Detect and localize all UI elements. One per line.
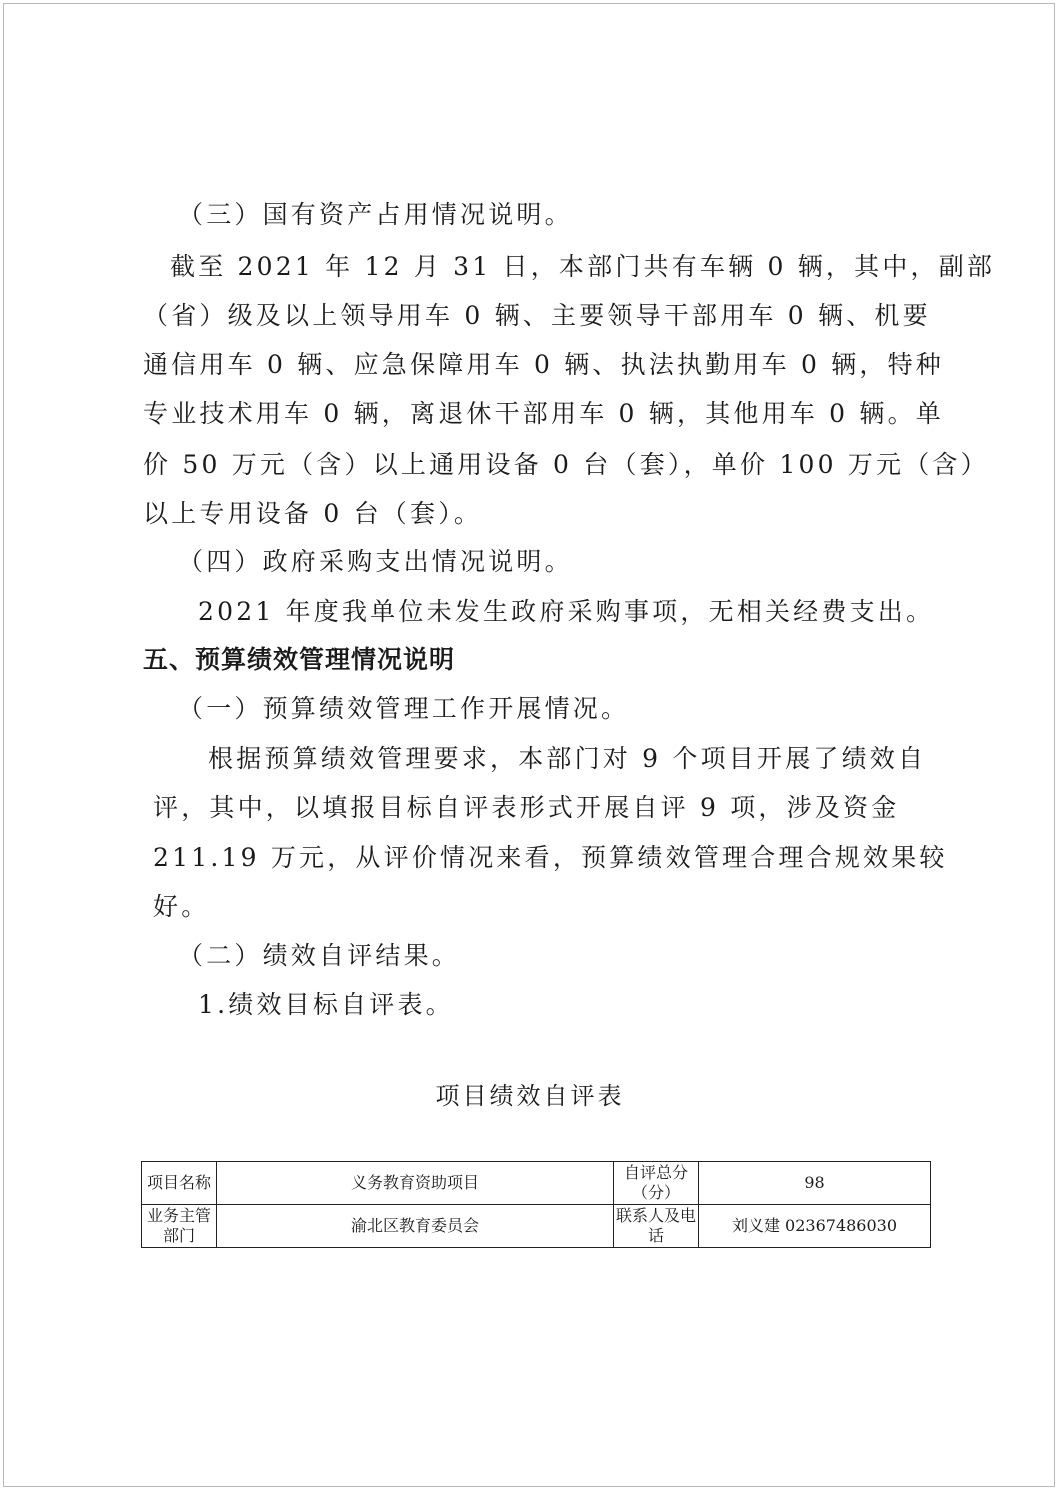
subheading-self-eval-results: （二）绩效自评结果。 (178, 941, 461, 970)
section-heading-performance: 五、预算绩效管理情况说明 (143, 645, 456, 674)
value-project-name: 义务教育资助项目 (217, 1162, 614, 1205)
paragraph-line: 评，其中，以填报目标自评表形式开展自评 9 项，涉及资金 (153, 793, 900, 822)
table-row (142, 1205, 931, 1248)
subheading-state-assets: （三）国有资产占用情况说明。 (178, 200, 573, 229)
paragraph-line: 2021 年度我单位未发生政府采购事项，无相关经费支出。 (198, 597, 935, 626)
paragraph-line: 截至 2021 年 12 月 31 日，本部门共有车辆 0 辆，其中，副部 (170, 252, 996, 281)
paragraph-line: 211.19 万元，从评价情况来看，预算绩效管理合理合规效果较 (153, 843, 948, 872)
label-department: 业务主管部门 (142, 1205, 217, 1248)
paragraph-line: 专业技术用车 0 辆，离退休干部用车 0 辆，其他用车 0 辆。单 (143, 399, 945, 428)
paragraph-line: （省）级及以上领导用车 0 辆、主要领导干部用车 0 辆、机要 (143, 301, 931, 330)
paragraph-line: 以上专用设备 0 台（套）。 (143, 499, 483, 528)
label-total-score: 自评总分（分） (614, 1162, 699, 1205)
label-contact: 联系人及电话 (614, 1205, 699, 1248)
value-total-score: 98 (699, 1162, 931, 1205)
paragraph-line: 好。 (153, 892, 210, 921)
subheading-performance-work: （一）预算绩效管理工作开展情况。 (178, 694, 630, 723)
table-row (142, 1162, 931, 1205)
evaluation-table (141, 1161, 931, 1248)
subheading-procurement: （四）政府采购支出情况说明。 (178, 547, 573, 576)
paragraph-line: 价 50 万元（含）以上通用设备 0 台（套），单价 100 万元（含） (143, 450, 989, 479)
value-department: 渝北区教育委员会 (217, 1205, 614, 1248)
paragraph-line: 通信用车 0 辆、应急保障用车 0 辆、执法执勤用车 0 辆，特种 (143, 350, 944, 379)
paragraph-line: 根据预算绩效管理要求，本部门对 9 个项目开展了绩效自 (208, 744, 927, 773)
value-contact: 刘义建 02367486030 (699, 1205, 931, 1248)
table-title: 项目绩效自评表 (435, 1082, 625, 1110)
list-item-self-eval-table: 1.绩效目标自评表。 (198, 990, 454, 1019)
label-project-name: 项目名称 (142, 1162, 217, 1205)
